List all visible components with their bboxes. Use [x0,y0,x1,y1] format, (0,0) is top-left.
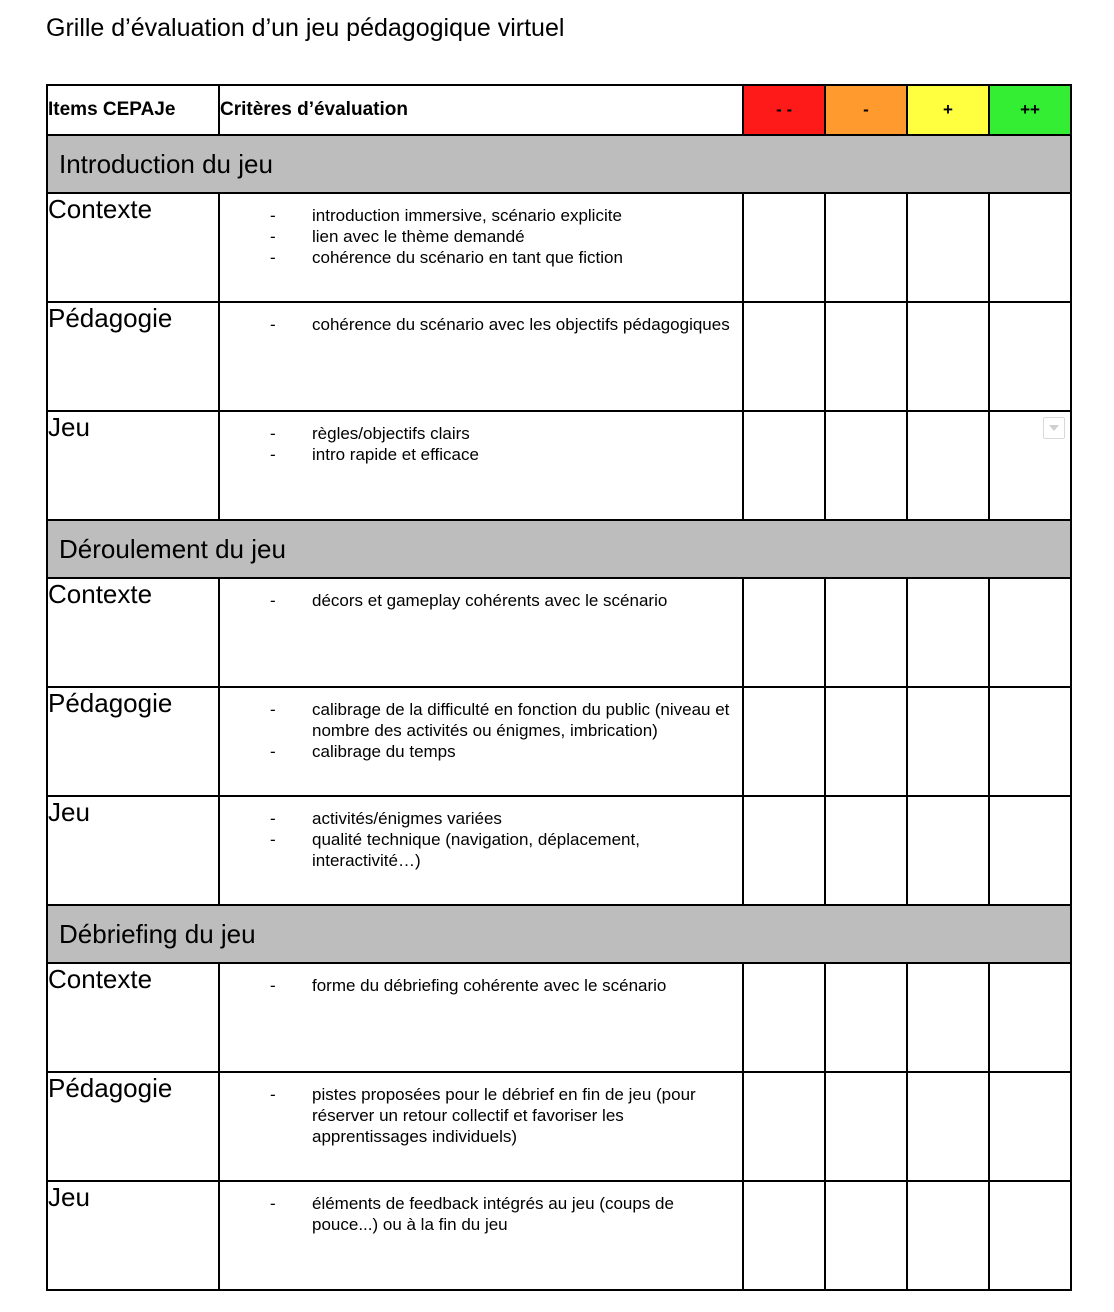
score-cell-very-good[interactable] [989,1072,1071,1181]
item-label: Contexte [47,578,219,687]
criteria-cell [219,687,743,796]
score-cell-very-poor[interactable] [743,1072,825,1181]
criterion-item: - calibrage de la difficulté en fonction du public (niveau et nombre des activités ou énigmes, imbrication) [220,699,732,741]
score-cell-good[interactable] [907,963,989,1072]
score-cell-good[interactable] [907,578,989,687]
criteria-list [220,688,742,762]
section-row [47,905,1071,963]
score-cell-very-poor[interactable] [743,193,825,302]
score-cell-poor[interactable] [825,1181,907,1290]
item-label: Jeu [47,796,219,905]
score-header-very-poor: - - [743,85,825,135]
item-row [47,796,1071,905]
criteria-cell [219,963,743,1072]
header-criteria: Critères d’évaluation [219,85,743,135]
score-cell-very-good[interactable] [989,578,1071,687]
score-cell-very-poor[interactable] [743,302,825,411]
score-header-poor: - [825,85,907,135]
criterion-item: - décors et gameplay cohérents avec le scénario [220,590,732,611]
item-label: Pédagogie [47,302,219,411]
section-row [47,135,1071,193]
criterion-item: - éléments de feedback intégrés au jeu (coups de pouce...) ou à la fin du jeu [220,1193,732,1235]
item-row [47,302,1071,411]
score-cell-very-poor[interactable] [743,687,825,796]
item-row [47,578,1071,687]
criterion-item: - qualité technique (navigation, déplacement, interactivité…) [220,829,732,871]
item-label: Contexte [47,193,219,302]
criteria-cell [219,1072,743,1181]
criteria-cell [219,796,743,905]
score-cell-very-good[interactable] [989,963,1071,1072]
header-items: Items CEPAJe [47,85,219,135]
criteria-list [220,303,742,335]
criterion-item: - calibrage du temps [220,741,732,762]
criteria-cell [219,193,743,302]
item-row [47,687,1071,796]
score-cell-good[interactable] [907,193,989,302]
criterion-item: - activités/énigmes variées [220,808,732,829]
score-cell-very-good[interactable] [989,796,1071,905]
item-row [47,963,1071,1072]
score-cell-poor[interactable] [825,193,907,302]
item-label: Pédagogie [47,687,219,796]
criterion-item: - forme du débriefing cohérente avec le scénario [220,975,732,996]
score-cell-good[interactable] [907,687,989,796]
score-cell-very-poor[interactable] [743,963,825,1072]
criteria-list [220,964,742,996]
score-cell-good[interactable] [907,1181,989,1290]
score-cell-good[interactable] [907,411,989,520]
item-label: Jeu [47,411,219,520]
score-cell-poor[interactable] [825,411,907,520]
criterion-item: - règles/objectifs clairs [220,423,732,444]
score-cell-very-poor[interactable] [743,578,825,687]
score-cell-poor[interactable] [825,1072,907,1181]
criterion-item: - pistes proposées pour le débrief en fin de jeu (pour réserver un retour collectif et favoriser les apprentissages individuels) [220,1084,732,1147]
item-row [47,1072,1071,1181]
section-title: Introduction du jeu [47,135,1071,193]
criteria-list [220,194,742,268]
score-cell-very-good[interactable] [989,411,1071,520]
score-cell-good[interactable] [907,796,989,905]
criteria-cell [219,411,743,520]
criteria-list [220,1182,742,1235]
criterion-item: - introduction immersive, scénario explicite [220,205,732,226]
item-row [47,1181,1071,1290]
score-header-very-good: ++ [989,85,1071,135]
criterion-item: - cohérence du scénario en tant que fiction [220,247,732,268]
criterion-item: - cohérence du scénario avec les objectifs pédagogiques [220,314,732,335]
item-row [47,411,1071,520]
score-cell-very-poor[interactable] [743,1181,825,1290]
section-title: Débriefing du jeu [47,905,1071,963]
score-cell-very-good[interactable] [989,1181,1071,1290]
score-cell-very-poor[interactable] [743,796,825,905]
item-label: Pédagogie [47,1072,219,1181]
section-row [47,520,1071,578]
page-title: Grille d’évaluation d’un jeu pédagogique virtuel [46,14,565,42]
criteria-cell [219,302,743,411]
score-cell-good[interactable] [907,1072,989,1181]
chevron-down-icon[interactable] [1043,417,1065,439]
criteria-list [220,579,742,611]
section-title: Déroulement du jeu [47,520,1071,578]
score-cell-very-good[interactable] [989,302,1071,411]
criteria-list [220,797,742,871]
evaluation-grid [46,84,1072,1291]
score-cell-very-good[interactable] [989,193,1071,302]
criterion-item: - intro rapide et efficace [220,444,732,465]
criteria-list [220,1073,742,1147]
item-label: Jeu [47,1181,219,1290]
item-label: Contexte [47,963,219,1072]
score-cell-poor[interactable] [825,578,907,687]
criterion-item: - lien avec le thème demandé [220,226,732,247]
score-cell-very-good[interactable] [989,687,1071,796]
score-header-good: + [907,85,989,135]
item-row [47,193,1071,302]
score-cell-poor[interactable] [825,796,907,905]
score-cell-poor[interactable] [825,687,907,796]
score-cell-good[interactable] [907,302,989,411]
criteria-cell [219,1181,743,1290]
score-cell-poor[interactable] [825,302,907,411]
score-cell-very-poor[interactable] [743,411,825,520]
score-cell-poor[interactable] [825,963,907,1072]
header-row [47,85,1071,135]
criteria-cell [219,578,743,687]
criteria-list [220,412,742,465]
